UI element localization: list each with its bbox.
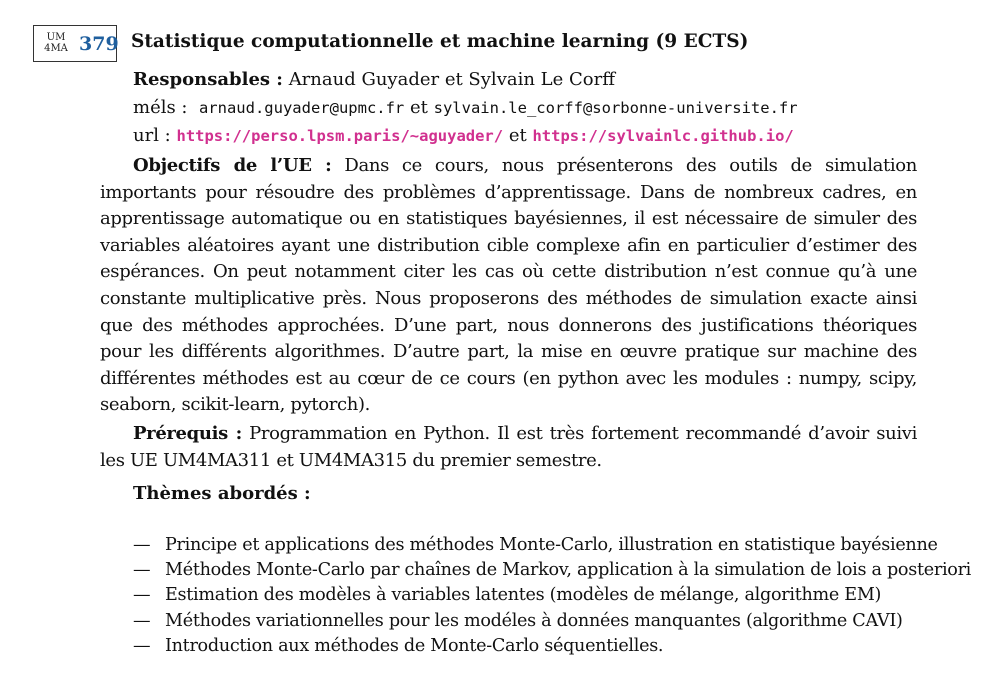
list-item <box>133 634 988 659</box>
dash-bullet: — <box>133 560 151 581</box>
code-prefix-top: UM <box>46 32 66 43</box>
course-code-prefix <box>43 32 69 54</box>
theme-text: Méthodes variationnelles pour les modéles à données manquantes (algorithme CAVI) <box>165 610 903 631</box>
course-number: 379 <box>79 33 119 55</box>
theme-text: Introduction aux méthodes de Monte-Carlo séquentielles. <box>165 635 664 656</box>
url-label: url : <box>133 125 171 146</box>
dash-bullet: — <box>133 535 151 555</box>
url-line <box>133 124 794 148</box>
theme-text: Principe et applications des méthodes Monte-Carlo, illustration en statistique bayésienne <box>165 535 938 555</box>
objectifs-label: Objectifs de l’UE : <box>133 155 332 176</box>
dash-bullet: — <box>133 610 151 631</box>
url-link-guyader[interactable]: https://perso.lpsm.paris/~aguyader/ <box>176 127 504 145</box>
emails-separator: et <box>410 97 428 118</box>
emails-line <box>133 96 798 120</box>
theme-text: Estimation des modèles à variables latentes (modèles de mélange, algorithme EM) <box>165 585 882 606</box>
objectifs-text: Dans ce cours, nous présenterons des outils de simulation importants pour résoudre des problèmes d’apprentissage. Dans de nombreux cadres, en apprentissage automatique ou en statistiques bayésiennes, il est nécessaire de simuler des variables aléatoires ayant une distribution cible complexe afin en particulier d’estimer des espérances. On peut notamment citer les cas où cette distribution n’est connue qu’à une constante multiplicative près. Nous proposerons des méthodes de simulation exacte ainsi que des méthodes approchées. D’une part, nous donnerons des justifications théoriques pour les différents algorithmes. D’autre part, la mise en œuvre pratique sur machine des différentes méthodes est au cœur de ce cours (en python avec les modules : numpy, scipy, seaborn, scikit-learn, pytorch). <box>100 155 918 416</box>
url-link-lecorff[interactable]: https://sylvainlc.github.io/ <box>532 127 794 145</box>
themes-list <box>133 533 988 659</box>
theme-text: Méthodes Monte-Carlo par chaînes de Markov, application à la simulation de lois a posteriori <box>165 560 972 581</box>
emails-label: méls : <box>133 97 188 118</box>
responsables-line <box>133 68 615 92</box>
responsables-value: Arnaud Guyader et Sylvain Le Corff <box>288 69 615 90</box>
prerequis-text: Programmation en Python. Il est très fortement recommandé d’avoir suivi les UE UM4MA311 et UM4MA315 du premier semestre. <box>100 423 917 471</box>
list-item <box>133 558 988 583</box>
dash-bullet: — <box>133 585 151 606</box>
objectifs-paragraph <box>100 153 917 419</box>
email-lecorff[interactable]: sylvain.le_corff@sorbonne-universite.fr <box>433 99 798 117</box>
list-item <box>133 583 988 608</box>
dash-bullet: — <box>133 635 151 656</box>
code-prefix-bottom: 4MA <box>44 43 68 54</box>
list-item <box>133 533 988 558</box>
course-title: Statistique computationnelle et machine learning (9 ECTS) <box>131 31 749 52</box>
list-item <box>133 609 988 634</box>
responsables-label: Responsables : <box>133 69 283 90</box>
prerequis-label: Prérequis : <box>133 423 242 444</box>
course-code-badge <box>33 25 117 62</box>
url-separator: et <box>508 125 527 146</box>
prerequis-paragraph <box>100 421 917 474</box>
themes-heading: Thèmes abordés : <box>133 483 311 504</box>
email-guyader[interactable]: arnaud.guyader@upmc.fr <box>198 99 405 117</box>
